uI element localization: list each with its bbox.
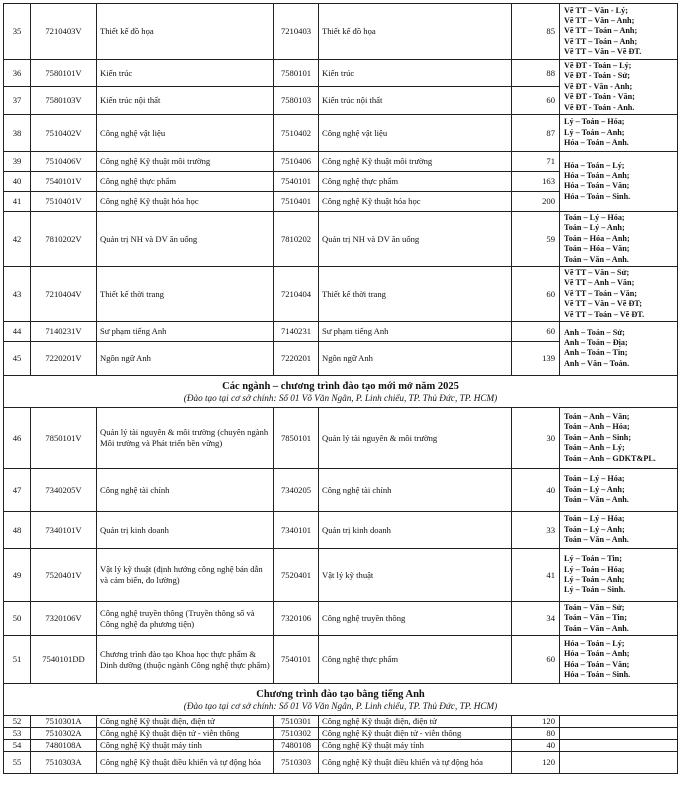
combo-line: Hóa – Toán – Văn; [564, 181, 630, 191]
combo-line: Hóa – Toán – Anh. [564, 138, 629, 148]
row-number: 35 [4, 4, 31, 60]
empty-cell [560, 740, 678, 752]
major-code: 7580101 [274, 60, 319, 87]
admission-code: 7510302A [31, 728, 97, 740]
table-row [4, 321, 678, 341]
major-name: Kiến trúc nội thất [97, 87, 274, 114]
combo-line: Vẽ ĐT - Văn - Anh; [564, 81, 633, 91]
empty-cell [560, 716, 678, 728]
major-name: Công nghệ tài chính [97, 468, 274, 511]
subject-combinations [560, 60, 678, 115]
subject-combinations [560, 601, 678, 635]
combo-line: Vẽ TT – Anh – Văn; [564, 278, 635, 288]
section-header-row [4, 375, 678, 407]
row-number: 38 [4, 114, 31, 151]
combo-line: Lý – Toán – Hóa; [564, 117, 625, 127]
admission-code: 7320106V [31, 601, 97, 635]
row-number: 52 [4, 716, 31, 728]
combo-line: Hóa – Toán – Anh; [564, 171, 630, 181]
major-name-official: Công nghệ truyền thông [319, 601, 512, 635]
row-number: 48 [4, 511, 31, 548]
major-code: 7210403 [274, 4, 319, 60]
combo-line: Hóa – Toán – Sinh. [564, 191, 631, 201]
major-name-official: Công nghệ vật liệu [319, 114, 512, 151]
major-name: Công nghệ truyền thông (Truyền thông số và Công nghệ đa phương tiện) [97, 601, 274, 635]
major-name: Công nghệ Kỹ thuật hóa học [97, 191, 274, 211]
combo-line: Vẽ TT – Toán – Vẽ ĐT. [564, 309, 645, 319]
subject-combinations [560, 407, 678, 468]
major-name: Công nghệ thực phẩm [97, 171, 274, 191]
admission-code: 7210404V [31, 266, 97, 321]
admission-code: 7510401V [31, 191, 97, 211]
admission-code: 7510303A [31, 752, 97, 774]
subject-combinations [560, 266, 678, 321]
major-name-official: Công nghệ Kỹ thuật điện tử - viễn thông [319, 728, 512, 740]
major-name: Công nghệ Kỹ thuật môi trường [97, 151, 274, 171]
admission-code: 7510301A [31, 716, 97, 728]
combo-line: Hóa – Toán – Sinh. [564, 670, 631, 680]
major-name: Chương trình đào tạo Khoa học thực phẩm & Dinh dưỡng (thuộc ngành Công nghệ thực phẩm) [97, 636, 274, 684]
combo-line: Vẽ TT – Toán – Văn; [564, 288, 638, 298]
combo-line: Anh – Toán – Tin; [564, 348, 628, 358]
quota: 88 [512, 60, 560, 87]
combo-line: Toán – Hóa – Văn; [564, 244, 630, 254]
subject-combinations [560, 211, 678, 266]
quota: 80 [512, 728, 560, 740]
table-row [4, 728, 678, 740]
quota: 60 [512, 87, 560, 114]
major-code: 7510402 [274, 114, 319, 151]
quota: 30 [512, 407, 560, 468]
admission-code: 7480108A [31, 740, 97, 752]
table-row [4, 548, 678, 601]
admission-code: 7520401V [31, 548, 97, 601]
section-header [4, 684, 678, 716]
combo-line: Toán – Anh – Hóa; [564, 422, 630, 432]
row-number: 55 [4, 752, 31, 774]
row-number: 53 [4, 728, 31, 740]
major-name-official: Công nghệ Kỹ thuật điều khiển và tự động hóa [319, 752, 512, 774]
quota: 87 [512, 114, 560, 151]
major-name: Kiến trúc [97, 60, 274, 87]
major-code: 7510406 [274, 151, 319, 171]
major-name: Công nghệ Kỹ thuật điện tử - viễn thông [97, 728, 274, 740]
combo-line: Toán – Hóa – Anh; [564, 233, 630, 243]
row-number: 51 [4, 636, 31, 684]
combo-line: Vẽ TT – Toán – Anh; [564, 26, 638, 36]
combo-line: Vẽ ĐT - Toán - Văn; [564, 92, 635, 102]
combo-line: Toán – Anh – Lý; [564, 443, 625, 453]
major-name: Công nghệ Kỹ thuật máy tính [97, 740, 274, 752]
admission-code: 7220201V [31, 341, 97, 375]
table-row [4, 511, 678, 548]
quota: 40 [512, 740, 560, 752]
subject-combinations [560, 511, 678, 548]
table-row [4, 60, 678, 87]
major-name: Quản lý tài nguyên & môi trường (chuyên ngành Môi trường và Phát triển bền vững) [97, 407, 274, 468]
major-name: Thiết kế đồ họa [97, 4, 274, 60]
table-row [4, 752, 678, 774]
combo-line: Hóa – Toán – Lý; [564, 638, 625, 648]
combo-line: Lý – Toán – Hóa; [564, 564, 625, 574]
major-name: Quản trị kinh doanh [97, 511, 274, 548]
admission-code: 7810202V [31, 211, 97, 266]
combo-line: Vẽ ĐT - Toán - Anh. [564, 102, 635, 112]
major-code: 7510303 [274, 752, 319, 774]
section-title: Các ngành – chương trình đào tạo mới mở năm 2025 [222, 380, 459, 392]
major-name-official: Kiến trúc [319, 60, 512, 87]
quota: 34 [512, 601, 560, 635]
major-name: Công nghệ Kỹ thuật điện, điện tử [97, 716, 274, 728]
subject-combinations [560, 4, 678, 60]
quota: 120 [512, 752, 560, 774]
table-row [4, 601, 678, 635]
admission-code: 7850101V [31, 407, 97, 468]
combo-line: Lý – Toán – Anh; [564, 574, 625, 584]
section-header-row [4, 684, 678, 716]
admission-code: 7580103V [31, 87, 97, 114]
combo-line: Anh – Văn – Toán. [564, 358, 630, 368]
combo-line: Lý – Toán – Tin; [564, 554, 622, 564]
quota: 60 [512, 266, 560, 321]
major-name-official: Công nghệ thực phẩm [319, 171, 512, 191]
admission-code: 7540101V [31, 171, 97, 191]
major-name: Công nghệ Kỹ thuật điều khiển và tự động hóa [97, 752, 274, 774]
major-name-official: Quản trị kinh doanh [319, 511, 512, 548]
row-number: 42 [4, 211, 31, 266]
admission-code: 7340101V [31, 511, 97, 548]
table-row [4, 151, 678, 171]
admission-code: 7580101V [31, 60, 97, 87]
major-code: 7340101 [274, 511, 319, 548]
major-name: Ngôn ngữ Anh [97, 341, 274, 375]
combo-line: Vẽ TT – Văn – Vẽ ĐT; [564, 299, 642, 309]
table-row [4, 407, 678, 468]
row-number: 46 [4, 407, 31, 468]
quota: 85 [512, 4, 560, 60]
major-name-official: Công nghệ Kỹ thuật điện, điện tử [319, 716, 512, 728]
major-name: Công nghệ vật liệu [97, 114, 274, 151]
major-name-official: Công nghệ Kỹ thuật máy tính [319, 740, 512, 752]
admission-code: 7510406V [31, 151, 97, 171]
combo-line: Toán – Anh – Văn; [564, 411, 630, 421]
combo-line: Toán – Lý – Anh; [564, 484, 625, 494]
table-row [4, 211, 678, 266]
combo-line: Vẽ ĐT - Toán - Sử; [564, 71, 630, 81]
quota: 41 [512, 548, 560, 601]
admission-code: 7140231V [31, 321, 97, 341]
major-name-official: Kiến trúc nội thất [319, 87, 512, 114]
major-name: Quản trị NH và DV ăn uống [97, 211, 274, 266]
combo-line: Toán – Anh – GDKT&PL. [564, 453, 656, 463]
combo-line: Toán – Văn – Anh. [564, 254, 629, 264]
quota: 40 [512, 468, 560, 511]
major-code: 7210404 [274, 266, 319, 321]
major-code: 7810202 [274, 211, 319, 266]
combo-line: Toán – Văn – Anh. [564, 535, 629, 545]
combo-line: Anh – Toán – Địa; [564, 338, 628, 348]
combo-line: Toán – Văn – Anh. [564, 495, 629, 505]
row-number: 50 [4, 601, 31, 635]
combo-line: Toán – Anh – Sinh; [564, 432, 632, 442]
subject-combinations [560, 114, 678, 151]
table-row [4, 4, 678, 60]
row-number: 39 [4, 151, 31, 171]
admission-code: 7210403V [31, 4, 97, 60]
major-name-official: Thiết kế đồ họa [319, 4, 512, 60]
major-name-official: Vật lý kỹ thuật [319, 548, 512, 601]
combo-line: Vẽ ĐT - Toán – Lý; [564, 61, 632, 70]
combo-line: Toán – Lý – Hóa; [564, 514, 625, 524]
row-number: 49 [4, 548, 31, 601]
combo-line: Toán – Văn – Tin; [564, 613, 627, 623]
major-code: 7580103 [274, 87, 319, 114]
admission-code: 7540101DD [31, 636, 97, 684]
major-name-official: Thiết kế thời trang [319, 266, 512, 321]
row-number: 36 [4, 60, 31, 87]
row-number: 45 [4, 341, 31, 375]
quota: 33 [512, 511, 560, 548]
major-name-official: Công nghệ tài chính [319, 468, 512, 511]
table-row [4, 468, 678, 511]
combo-line: Hóa – Toán – Văn; [564, 659, 630, 669]
section-header [4, 375, 678, 407]
row-number: 47 [4, 468, 31, 511]
admission-code: 7510402V [31, 114, 97, 151]
quota: 139 [512, 341, 560, 375]
subject-combinations [560, 468, 678, 511]
section-title: Chương trình đào tạo bằng tiếng Anh [256, 689, 425, 701]
section-subtitle: (Đào tạo tại cơ sở chính: Số 01 Võ Văn Ngân, P. Linh chiểu, TP. Thủ Đức, TP. HCM) [183, 392, 498, 403]
combo-line: Anh – Toán – Sử; [564, 327, 625, 337]
major-name-official: Quản trị NH và DV ăn uống [319, 211, 512, 266]
major-name-official: Ngôn ngữ Anh [319, 341, 512, 375]
empty-cell [560, 752, 678, 774]
empty-cell [560, 728, 678, 740]
quota: 163 [512, 171, 560, 191]
major-code: 7220201 [274, 341, 319, 375]
major-code: 7480108 [274, 740, 319, 752]
majors-table [3, 3, 678, 774]
subject-combinations [560, 636, 678, 684]
major-name-official: Quản lý tài nguyên & môi trường [319, 407, 512, 468]
table-row [4, 716, 678, 728]
combo-line: Toán – Văn – Anh. [564, 623, 629, 633]
subject-combinations [560, 151, 678, 211]
combo-line: Vẽ TT – Văn - Lý; [564, 5, 628, 15]
major-name: Vật lý kỹ thuật (định hướng công nghệ bán dẫn và cảm biến, đo lường) [97, 548, 274, 601]
row-number: 43 [4, 266, 31, 321]
combo-line: Toán – Lý – Hóa; [564, 474, 625, 484]
major-name: Sư phạm tiếng Anh [97, 321, 274, 341]
major-code: 7140231 [274, 321, 319, 341]
subject-combinations [560, 321, 678, 375]
combo-line: Lý – Toán – Anh; [564, 127, 625, 137]
combo-line: Vẽ TT – Văn – Anh; [564, 15, 635, 25]
major-code: 7510302 [274, 728, 319, 740]
quota: 60 [512, 636, 560, 684]
combo-line: Hóa – Toán – Anh; [564, 649, 630, 659]
combo-line: Toán – Văn – Sử; [564, 602, 625, 612]
table-row [4, 636, 678, 684]
row-number: 40 [4, 171, 31, 191]
row-number: 44 [4, 321, 31, 341]
major-code: 7510401 [274, 191, 319, 211]
major-code: 7320106 [274, 601, 319, 635]
subject-combinations [560, 548, 678, 601]
major-code: 7850101 [274, 407, 319, 468]
table-row [4, 266, 678, 321]
row-number: 41 [4, 191, 31, 211]
combo-line: Hóa – Toán – Lý; [564, 160, 625, 170]
major-code: 7340205 [274, 468, 319, 511]
combo-line: Vẽ TT – Toán – Anh; [564, 36, 638, 46]
quota: 120 [512, 716, 560, 728]
major-code: 7520401 [274, 548, 319, 601]
combo-line: Toán – Lý – Anh; [564, 524, 625, 534]
major-name-official: Công nghệ Kỹ thuật hóa học [319, 191, 512, 211]
combo-line: Toán – Lý – Hóa; [564, 212, 625, 222]
major-code: 7540101 [274, 636, 319, 684]
combo-line: Vẽ TT – Văn – Sử; [564, 267, 630, 277]
admission-code: 7340205V [31, 468, 97, 511]
combo-line: Lý – Toán – Sinh. [564, 585, 626, 595]
quota: 60 [512, 321, 560, 341]
quota: 59 [512, 211, 560, 266]
major-code: 7510301 [274, 716, 319, 728]
quota: 71 [512, 151, 560, 171]
major-name-official: Công nghệ thực phẩm [319, 636, 512, 684]
major-name-official: Sư phạm tiếng Anh [319, 321, 512, 341]
row-number: 37 [4, 87, 31, 114]
quota: 200 [512, 191, 560, 211]
major-code: 7540101 [274, 171, 319, 191]
major-name-official: Công nghệ Kỹ thuật môi trường [319, 151, 512, 171]
section-subtitle: (Đào tạo tại cơ sở chính: Số 01 Võ Văn Ngân, P. Linh chiểu, TP. Thủ Đức, TP. HCM) [183, 701, 498, 712]
major-name: Thiết kế thời trang [97, 266, 274, 321]
combo-line: Toán – Lý – Anh; [564, 223, 625, 233]
table-row [4, 114, 678, 151]
table-row [4, 740, 678, 752]
combo-line: Vẽ TT – Văn – Vẽ ĐT. [564, 47, 642, 57]
row-number: 54 [4, 740, 31, 752]
